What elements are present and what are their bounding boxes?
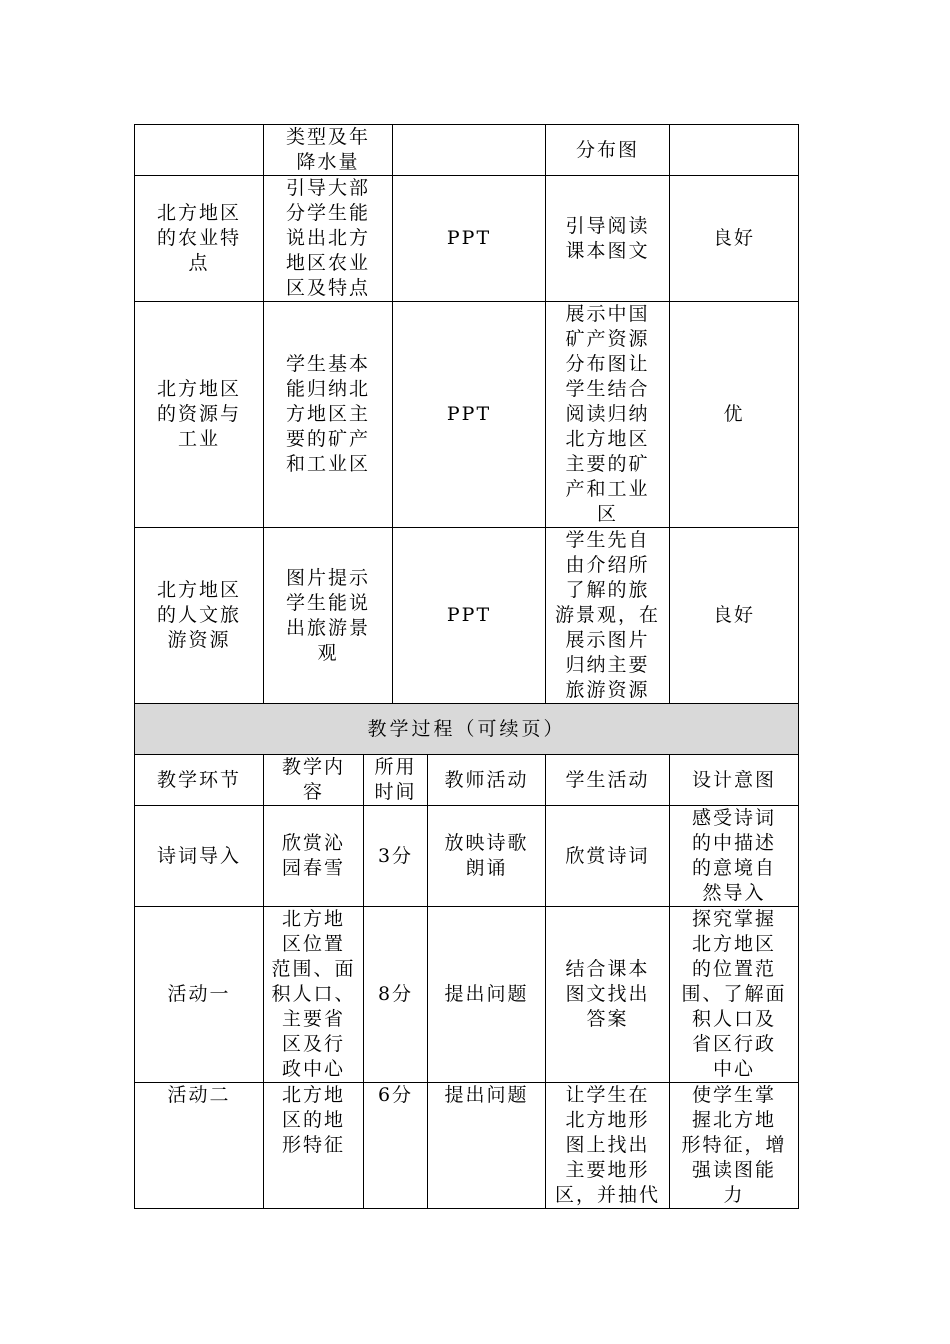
cell-stage: 诗词导入 [135, 806, 264, 907]
cell-media [393, 125, 546, 176]
cell-goal: 类型及年 降水量 [264, 125, 393, 176]
header-row [135, 755, 799, 806]
cell-teacher: 放映诗歌 朗诵 [428, 806, 546, 907]
cell-student: 欣赏诗词 [546, 806, 670, 907]
column-header: 教学环节 [135, 755, 264, 806]
column-header: 教师活动 [428, 755, 546, 806]
column-header: 学生活动 [546, 755, 670, 806]
column-header: 教学内 容 [264, 755, 364, 806]
table-row [135, 528, 799, 704]
cell-intent: 使学生掌 握北方地 形特征，增 强读图能 力 [670, 1083, 799, 1209]
cell-topic: 北方地区 的农业特 点 [135, 176, 264, 302]
table-row [135, 302, 799, 528]
cell-goal: 图片提示 学生能说 出旅游景 观 [264, 528, 393, 704]
cell-result: 良好 [670, 528, 799, 704]
cell-goal: 学生基本 能归纳北 方地区主 要的矿产 和工业区 [264, 302, 393, 528]
section-band-row [135, 704, 799, 755]
cell-stage: 活动一 [135, 907, 264, 1083]
cell-topic: 北方地区 的资源与 工业 [135, 302, 264, 528]
cell-intent: 探究掌握 北方地区 的位置范 围、了解面 积人口及 省区行政 中心 [670, 907, 799, 1083]
cell-result: 优 [670, 302, 799, 528]
cell-student: 结合课本 图文找出 答案 [546, 907, 670, 1083]
cell-content: 北方地 区的地 形特征 [264, 1083, 364, 1209]
cell-method: 展示中国 矿产资源 分布图让 学生结合 阅读归纳 北方地区 主要的矿 产和工业 区 [546, 302, 670, 528]
cell-stage: 活动二 [135, 1083, 264, 1209]
cell-teacher: 提出问题 [428, 1083, 546, 1209]
table-row [135, 806, 799, 907]
cell-method: 学生先自 由介绍所 了解的旅 游景观，在 展示图片 归纳主要 旅游资源 [546, 528, 670, 704]
cell-media: PPT [393, 176, 546, 302]
table-row [135, 125, 799, 176]
cell-content: 北方地 区位置 范围、面 积人口、 主要省 区及行 政中心 [264, 907, 364, 1083]
cell-method: 分布图 [546, 125, 670, 176]
cell-teacher: 提出问题 [428, 907, 546, 1083]
cell-method: 引导阅读 课本图文 [546, 176, 670, 302]
table-row [135, 1083, 799, 1209]
cell-media: PPT [393, 528, 546, 704]
column-header: 所用 时间 [364, 755, 428, 806]
cell-content: 欣赏沁 园春雪 [264, 806, 364, 907]
cell-media: PPT [393, 302, 546, 528]
section-title: 教学过程（可续页） [135, 704, 799, 755]
cell-topic [135, 125, 264, 176]
cell-result: 良好 [670, 176, 799, 302]
table-row [135, 176, 799, 302]
cell-time: 8分 [364, 907, 428, 1083]
cell-goal: 引导大部 分学生能 说出北方 地区农业 区及特点 [264, 176, 393, 302]
cell-result [670, 125, 799, 176]
cell-time: 3分 [364, 806, 428, 907]
cell-time: 6分 [364, 1083, 428, 1209]
cell-topic: 北方地区 的人文旅 游资源 [135, 528, 264, 704]
cell-student: 让学生在 北方地形 图上找出 主要地形 区，并抽代 [546, 1083, 670, 1209]
column-header: 设计意图 [670, 755, 799, 806]
table-row [135, 907, 799, 1083]
cell-intent: 感受诗词 的中描述 的意境自 然导入 [670, 806, 799, 907]
lesson-plan-table [134, 124, 799, 1209]
